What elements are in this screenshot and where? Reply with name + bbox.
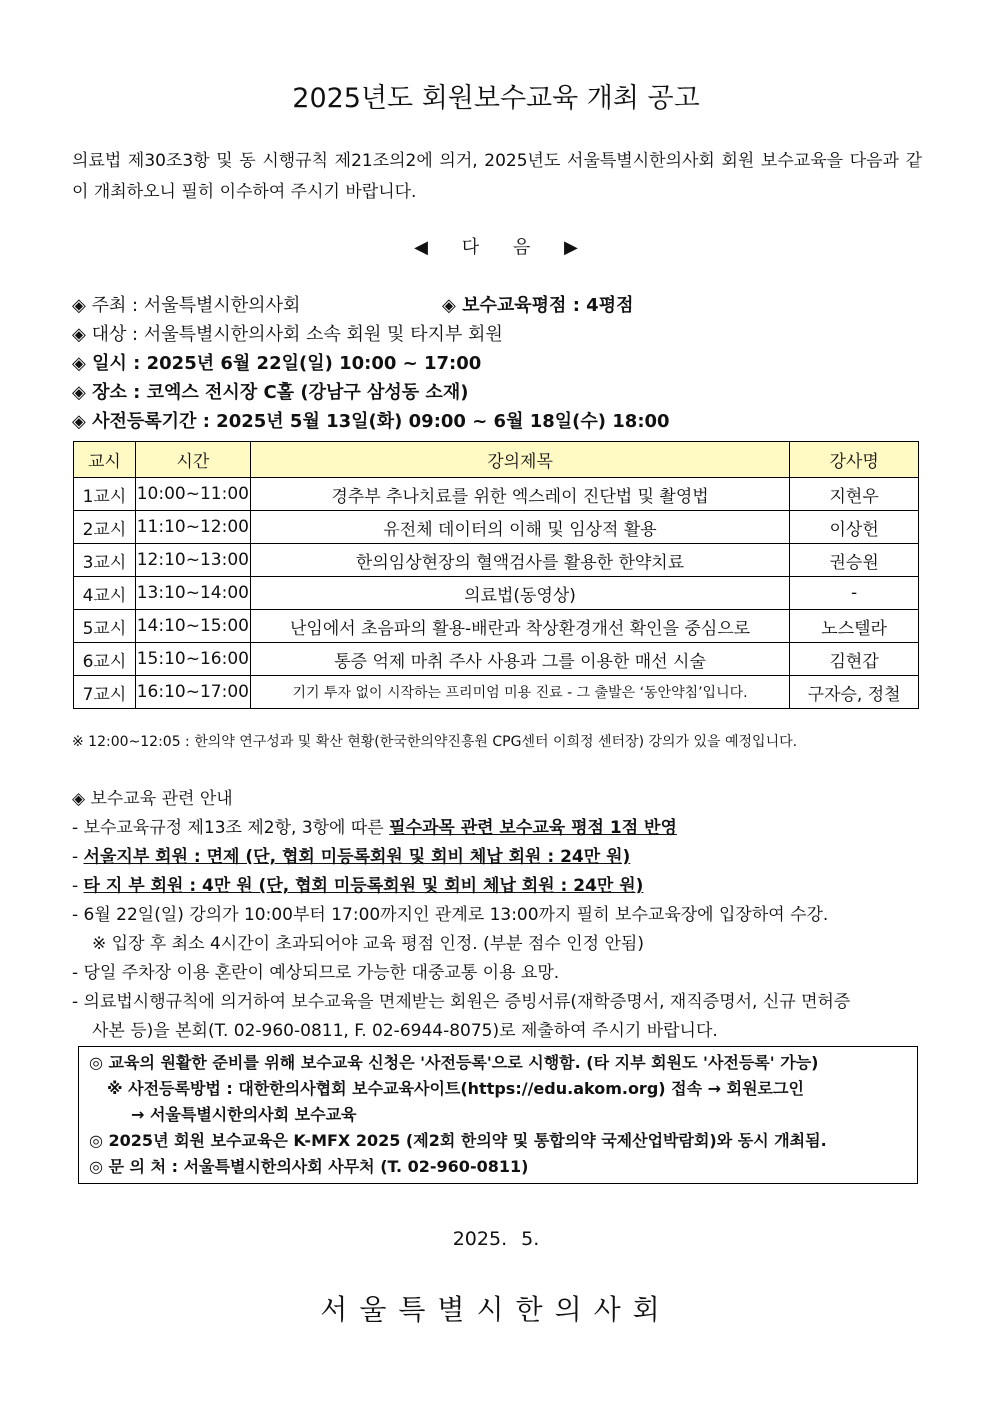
info-row-host <box>72 291 932 320</box>
organization-name: 서울특별시한의사회 <box>320 1293 672 1326</box>
lecture-title-cell: 기기 투자 없이 시작하는 프리미엄 미용 진료 - 그 출발은 ‘동안약침’입니다. <box>250 676 789 709</box>
place-text: ◈ 장소 : 코엑스 전시장 C홀 (강남구 삼성동 소재) <box>72 382 469 403</box>
guide-line-1-emphasis: 필수과목 관련 보수교육 평점 1점 반영 <box>389 818 677 838</box>
time-cell: 13:10~14:00 <box>135 577 250 610</box>
lecturer-cell: 지현우 <box>790 478 919 511</box>
guide-line-1-prefix: - 보수교육규정 제13조 제2항, 3항에 따른 <box>72 818 390 838</box>
table-row <box>74 511 919 544</box>
time-cell: 12:10~13:00 <box>135 544 250 577</box>
lecture-title-cell: 경추부 추나치료를 위한 엑스레이 진단법 및 촬영법 <box>250 478 789 511</box>
table-header-row <box>74 442 919 478</box>
lecturer-cell: 노스텔라 <box>790 610 919 643</box>
lecture-title-cell: 의료법(동영상) <box>250 577 789 610</box>
guide-line-7: - 의료법시행규칙에 의거하여 보수교육을 면제받는 회원은 증빙서류(재학증명서, 재직증명서, 신규 면허증 <box>72 992 851 1012</box>
lecture-title-cell: 유전체 데이터의 이해 및 임상적 활용 <box>250 511 789 544</box>
period-cell: 5교시 <box>74 610 136 643</box>
box-line-2: ※ 사전등록방법 : 대한한의사협회 보수교육사이트(https://edu.akom.org) 접속 → 회원로그인 <box>107 1079 804 1098</box>
page-title: 2025년도 회원보수교육 개최 공고 <box>292 83 700 114</box>
guide-line-4: - 6월 22일(일) 강의가 10:00부터 17:00까지인 관계로 13:00까지 필히 보수교육장에 입장하여 수강. <box>72 905 829 925</box>
period-cell: 7교시 <box>74 676 136 709</box>
box-line-5: ◎ 문 의 처 : 서울특별시한의사회 사무처 (T. 02-960-0811) <box>89 1157 529 1176</box>
box-line-3: → 서울특별시한의사회 보수교육 <box>131 1105 357 1124</box>
prereg-text: ◈ 사전등록기간 : 2025년 5월 13일(화) 09:00 ~ 6월 18일(수) 18:00 <box>72 411 670 432</box>
header-lecture-title: 강의제목 <box>250 442 789 478</box>
lecturer-cell: - <box>790 577 919 610</box>
table-row <box>74 544 919 577</box>
lecturer-cell: 구자승, 정철 <box>790 676 919 709</box>
credit-text: ◈ 보수교육평점 : 4평점 <box>442 295 634 316</box>
issue-date: 2025. 5. <box>452 1228 540 1250</box>
time-cell: 11:10~12:00 <box>135 511 250 544</box>
header-time: 시간 <box>135 442 250 478</box>
guide-line-5: ※ 입장 후 최소 4시간이 초과되어야 교육 평점 인정. (부분 점수 인정 안됨) <box>92 934 644 954</box>
lecturer-cell: 김현갑 <box>790 643 919 676</box>
guide-line-2: - 서울지부 회원 : 면제 (단, 협회 미등록회원 및 회비 체납 회원 : 24만 원) <box>72 847 631 867</box>
guide-heading: ◈ 보수교육 관련 안내 <box>72 789 233 809</box>
datetime-text: ◈ 일시 : 2025년 6월 22일(일) 10:00 ~ 17:00 <box>72 353 482 374</box>
header-lecturer: 강사명 <box>790 442 919 478</box>
guide-line-6: - 당일 주차장 이용 혼란이 예상되므로 가능한 대중교통 이용 요망. <box>72 963 560 983</box>
guide-line-1 <box>72 814 932 843</box>
other-branch-fee: 타 지 부 회원 : 4만 원 (단, 협회 미등록회원 및 회비 체납 회원 : 24만 원) <box>83 876 644 896</box>
period-cell: 6교시 <box>74 643 136 676</box>
period-cell: 3교시 <box>74 544 136 577</box>
header-period: 교시 <box>74 442 136 478</box>
target-text: ◈ 대상 : 서울특별시한의사회 소속 회원 및 타지부 회원 <box>72 324 503 345</box>
lecture-title-cell: 난임에서 초음파의 활용-배란과 착상환경개선 확인을 중심으로 <box>250 610 789 643</box>
guide-line-8: 사본 등)을 본회(T. 02-960-0811, F. 02-6944-8075)로 제출하여 주시기 바랍니다. <box>92 1021 718 1041</box>
schedule-table <box>73 441 919 709</box>
period-cell: 1교시 <box>74 478 136 511</box>
table-row <box>74 478 919 511</box>
time-cell: 16:10~17:00 <box>135 676 250 709</box>
time-cell: 10:00~11:00 <box>135 478 250 511</box>
period-cell: 2교시 <box>74 511 136 544</box>
box-line-1: ◎ 교육의 원활한 준비를 위해 보수교육 신청은 '사전등록'으로 시행함. (타 지부 회원도 '사전등록' 가능) <box>89 1053 819 1072</box>
time-cell: 14:10~15:00 <box>135 610 250 643</box>
lecture-title-cell: 통증 억제 마취 주사 사용과 그를 이용한 매선 시술 <box>250 643 789 676</box>
lecture-title-cell: 한의임상현장의 혈액검사를 활용한 한약치료 <box>250 544 789 577</box>
lecturer-cell: 권승원 <box>790 544 919 577</box>
period-cell: 4교시 <box>74 577 136 610</box>
host-text: ◈ 주최 : 서울특별시한의사회 <box>72 295 301 316</box>
lecture-note: ※ 12:00~12:05 : 한의약 연구성과 및 확산 현황(한국한의약진흥원 CPG센터 이희정 센터장) 강의가 있을 예정입니다. <box>72 734 798 750</box>
guide-section <box>72 785 932 1046</box>
lecturer-cell: 이상헌 <box>790 511 919 544</box>
info-section <box>72 291 932 436</box>
next-label: ◀ 다 음 ▶ <box>414 237 578 258</box>
seoul-member-fee: 서울지부 회원 : 면제 (단, 협회 미등록회원 및 회비 체납 회원 : 24만 원) <box>83 847 631 867</box>
box-line-4: ◎ 2025년 회원 보수교육은 K-MFX 2025 (제2회 한의약 및 통합의약 국제산업박람회)와 동시 개최됨. <box>89 1131 827 1150</box>
table-row <box>74 577 919 610</box>
intro-paragraph: 의료법 제30조3항 및 동 시행규칙 제21조의2에 의거, 2025년도 서울특별시한의사회 회원 보수교육을 다음과 같이 개최하오니 필히 이수하여 주시기 바랍니다. <box>72 151 922 202</box>
table-row <box>74 676 919 709</box>
table-row <box>74 643 919 676</box>
notice-box <box>78 1046 918 1184</box>
time-cell: 15:10~16:00 <box>135 643 250 676</box>
table-row <box>74 610 919 643</box>
guide-line-3: - 타 지 부 회원 : 4만 원 (단, 협회 미등록회원 및 회비 체납 회원 : 24만 원) <box>72 876 644 896</box>
